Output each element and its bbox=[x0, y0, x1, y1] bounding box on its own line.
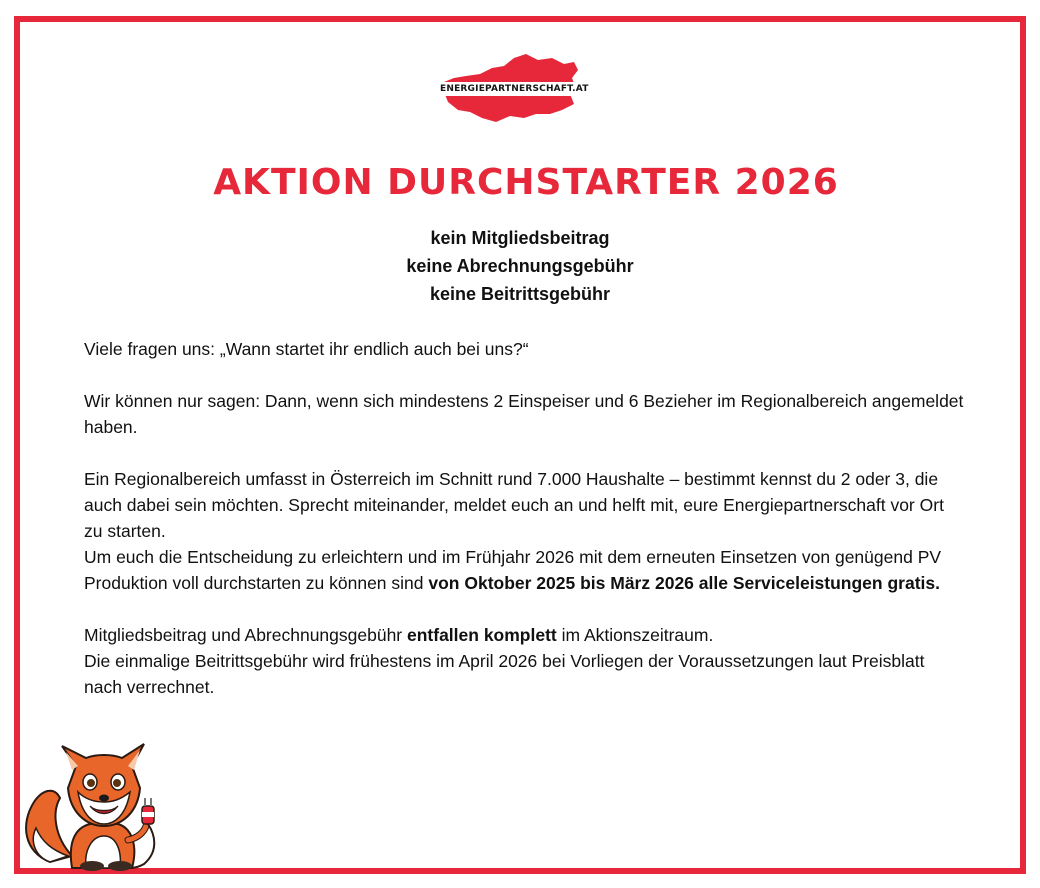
benefit-joining-fee: keine Beitrittsgebühr bbox=[429, 284, 611, 304]
paragraph-fees bbox=[84, 622, 964, 648]
page-title: AKTION DURCHSTARTER 2026 bbox=[213, 162, 839, 203]
paragraph-regional-area: Ein Regionalbereich umfasst in Österreich im Schnitt rund 7.000 Haushalte – bestimmt kennst du 2 oder 3, die auch dabei sein möchten. Sprecht miteinander, meldet euch an und helft mit, eure Energiepartnerschaft vor Ort zu starten. bbox=[84, 469, 944, 541]
fees-text-start: Mitgliedsbeitrag und Abrechnungsgebühr bbox=[84, 625, 407, 645]
logo-text: ENERGIEPARTNERSCHAFT.AT bbox=[440, 84, 589, 94]
benefits-list bbox=[0, 224, 1040, 308]
fees-highlight: entfallen komplett bbox=[407, 625, 557, 645]
paragraph-question: Viele fragen uns: „Wann startet ihr endlich auch bei uns?“ bbox=[84, 339, 529, 359]
benefit-billing-fee: keine Abrechnungsgebühr bbox=[406, 256, 634, 276]
paragraph-joining-fee: Die einmalige Beitrittsgebühr wird frühestens im April 2026 bei Vorliegen der Voraussetzungen laut Preisblatt nach verrechnet. bbox=[84, 651, 925, 697]
benefit-membership-fee: kein Mitgliedsbeitrag bbox=[430, 228, 610, 248]
offer-highlight: von Oktober 2025 bis März 2026 alle Serviceleistungen gratis. bbox=[428, 573, 940, 593]
paragraph-offer bbox=[84, 544, 964, 596]
paragraph-requirements: Wir können nur sagen: Dann, wenn sich mindestens 2 Einspeiser und 6 Bezieher im Regionalbereich angemeldet haben. bbox=[84, 391, 964, 437]
body-text bbox=[84, 336, 964, 700]
fox-mascot-with-plug-icon bbox=[20, 732, 170, 872]
fees-text-end: im Aktionszeitraum. bbox=[556, 625, 714, 645]
offer-text: Um euch die Entscheidung zu erleichtern und im Frühjahr 2026 mit dem erneuten Einsetzen von genügend PV Produktion voll durchstarten zu können sind bbox=[84, 547, 942, 593]
fox-mascot bbox=[20, 732, 170, 872]
logo bbox=[440, 52, 600, 128]
